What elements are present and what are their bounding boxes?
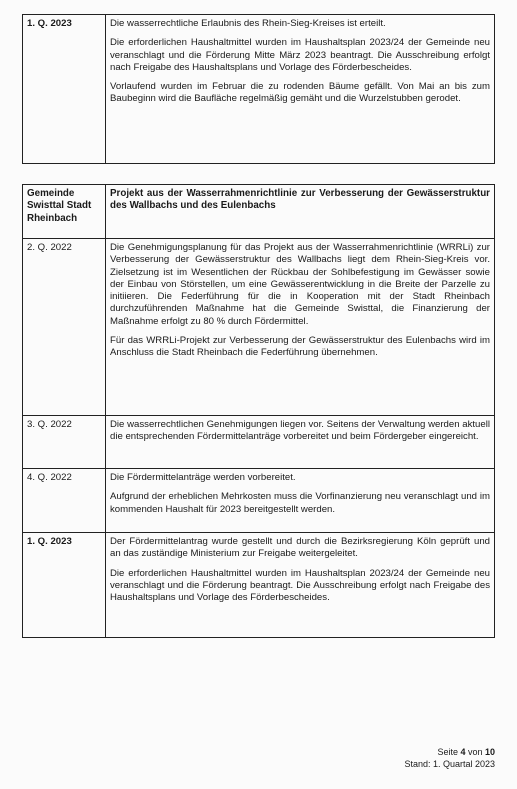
description-cell [106,416,495,469]
paragraph: Für das WRRLi-Projekt zur Verbesserung der Gewässerstruktur des Eulenbachs wird im Anschluss die Stadt Rheinbach die Federführung übernehmen. [110,335,490,359]
paragraph: Vorlaufend wurden im Februar die zu rodenden Bäume gefällt. Von Mai an bis zum Baubeginn wird die Baufläche regelmäßig gemäht und die Wurzelstubben gerodet. [110,81,490,105]
quarter-cell: 1. Q. 2023 [23,533,106,638]
status-table-top [22,14,495,164]
page-total: 10 [484,747,495,757]
paragraph: Die erforderlichen Haushaltmittel wurden im Haushaltsplan 2023/24 der Gemeinde neu veranschlagt und die Förderung Mitte März 2023 beantragt. Die Ausschreibung erfolgt nach Freigabe des Haushaltsplans und Vorlage des Förderbescheides. [110,37,490,73]
project-title-header [106,185,495,239]
table-row [23,469,495,533]
table-row [23,15,495,164]
quarter-cell: 4. Q. 2022 [23,469,106,533]
page-mid: von [465,747,485,757]
paragraph: Die wasserrechtlichen Genehmigungen liegen vor. Seitens der Verwaltung werden aktuell die entsprechenden Fördermittelanträge vorbereitet und beim Fördergeber eingereicht. [110,419,490,443]
quarter-cell: 2. Q. 2022 [23,239,106,416]
paragraph: Die wasserrechtliche Erlaubnis des Rhein-Sieg-Kreises ist erteilt. [110,18,386,29]
page-footer [404,746,495,770]
quarter-cell: 1. Q. 2023 [23,15,106,164]
page-number [404,746,495,758]
description-cell [106,239,495,416]
description-cell [106,15,495,164]
table-row [23,416,495,469]
paragraph: Die erforderlichen Haushaltmittel wurden im Haushaltsplan 2023/24 der Gemeinde neu veranschlagt und die Förderung beantragt. Die Ausschreibung erfolgt nach Freigabe des Haushaltsplans und Vorlage des Förderbescheides. [110,567,490,604]
paragraph: Aufgrund der erheblichen Mehrkosten muss die Vorfinanzierung neu veranschlagt und im kommenden Haushalt für 2023 bereitgestellt werden. [110,491,490,515]
paragraph: Die Genehmigungsplanung für das Projekt aus der Wasserrahmenrichtlinie (WRRLi) zur Verbesserung der Gewässerstruktur des Wallbachs liegt dem Rhein-Sieg-Kreis vor. Zielsetzung ist im Wesentlichen der Rückbau der Sohlbefestigung im Gewässer sowie der Einbau von Störstellen, um eine Gewässerentwicklung in die Breite der Parzelle zu initiieren. Die Federführung für die in Kooperation mit der Stadt Rheinbach durchzuführenden Maßnahme hat die Gemeinde Swisttal, die Finanzierung der Maßnahme erfolgt zu 80 % durch Fördermittel. [110,242,490,327]
municipality-header: Gemeinde Swisttal Stadt Rheinbach [23,185,106,239]
table-header-row [23,185,495,239]
description-cell [106,469,495,533]
table-row [23,533,495,638]
project-table-wrrl [22,184,495,638]
page-prefix: Seite [437,747,461,757]
status-line: Stand: 1. Quartal 2023 [404,759,495,769]
paragraph: Der Fördermittelantrag wurde gestellt und durch die Bezirksregierung Köln geprüft und an das zuständige Ministerium zur Freigabe weitergeleitet. [110,536,490,560]
page-current: 4 [460,747,466,757]
description-cell [106,533,495,638]
table-row [23,239,495,416]
quarter-cell: 3. Q. 2022 [23,416,106,469]
project-title: Projekt aus der Wasserrahmenrichtlinie zur Verbesserung der Gewässerstruktur des Wallbachs und des Eulenbachs [110,188,490,212]
paragraph: Die Fördermittelanträge werden vorbereitet. [110,472,296,483]
